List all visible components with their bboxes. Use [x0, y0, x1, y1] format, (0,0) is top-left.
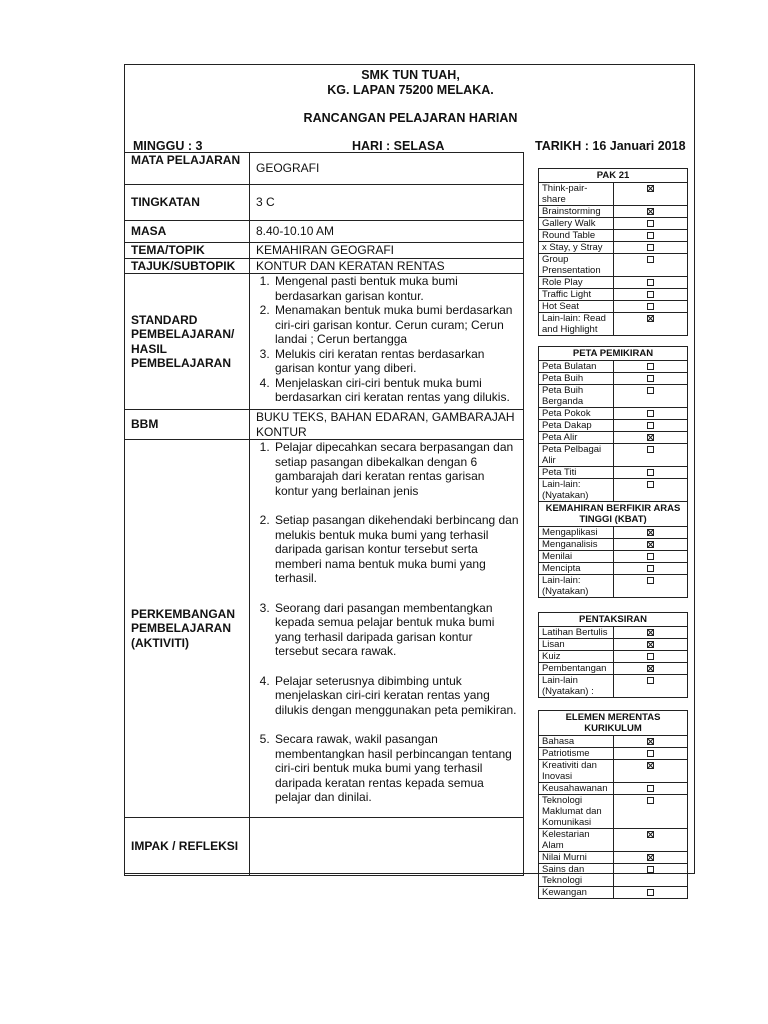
- checkbox-cell: [613, 887, 688, 899]
- checklist-row: [539, 254, 688, 277]
- checklist-row: [539, 467, 688, 479]
- checklist-row: [539, 408, 688, 420]
- checklist-row: [539, 313, 688, 336]
- checkbox-cell: [613, 760, 688, 783]
- objective-item: 2. Menamakan bentuk muka bumi berdasarkan ciri-ciri garisan kontur. Cerun curam; Cerun landai ; Cerun bertangga: [273, 303, 519, 347]
- pak21-title: PAK 21: [539, 169, 688, 183]
- activities-list: [256, 440, 519, 805]
- checklist-row: [539, 864, 688, 887]
- checklist-row: [539, 539, 688, 551]
- checklist-label: Traffic Light: [539, 289, 614, 301]
- objective-item: 3. Melukis ciri keratan rentas berdasarkan garisan kontur yang diberi.: [273, 347, 519, 376]
- impact-value[interactable]: [250, 818, 524, 876]
- objective-item: 1. Mengenal pasti bentuk muka bumi berdasarkan garisan kontur.: [273, 274, 519, 303]
- checkbox-cell: [613, 795, 688, 829]
- checklist-label: Peta Buih Berganda: [539, 385, 614, 408]
- checkbox-cell: [613, 829, 688, 852]
- checklist-row: [539, 639, 688, 651]
- checklist-row: [539, 183, 688, 206]
- checked-box-icon[interactable]: [647, 529, 654, 536]
- checklist-row: [539, 783, 688, 795]
- checklist-label: Peta Alir: [539, 432, 614, 444]
- checklist-label: Kewangan: [539, 887, 614, 899]
- checkbox-icon[interactable]: [647, 750, 654, 757]
- checklist-label: Latihan Bertulis: [539, 627, 614, 639]
- checklist-row: [539, 289, 688, 301]
- checklist-row: [539, 361, 688, 373]
- checkbox-cell: [613, 551, 688, 563]
- checked-box-icon[interactable]: [647, 208, 654, 215]
- activity-item: 2. Setiap pasangan dikehendaki berbincang dan melukis bentuk muka bumi yang terhasil daripada garisan kontur tersebut serta memberi nama bentuk muka bumi yang terhasil.: [273, 513, 519, 586]
- checked-box-icon[interactable]: [647, 541, 654, 548]
- checklist-row: [539, 551, 688, 563]
- checklist-label: Lain-lain: Read and Highlight: [539, 313, 614, 336]
- checklist-row: [539, 563, 688, 575]
- checkbox-icon[interactable]: [647, 232, 654, 239]
- checklist-label: Kuiz: [539, 651, 614, 663]
- checklist-label: Peta Pelbagai Alir: [539, 444, 614, 467]
- subtopic-value: KONTUR DAN KERATAN RENTAS: [250, 258, 524, 274]
- checklist-row: [539, 206, 688, 218]
- checklist-row: [539, 385, 688, 408]
- checkbox-icon[interactable]: [647, 866, 654, 873]
- activity-item: 4. Pelajar seterusnya dibimbing untuk menjelaskan ciri-ciri keratan rentas yang dilukis dengan menggunakan peta pemikiran.: [273, 674, 519, 718]
- checklist-label: Pembentangan: [539, 663, 614, 675]
- checkbox-icon[interactable]: [647, 446, 654, 453]
- checkbox-cell: [613, 651, 688, 663]
- checked-box-icon[interactable]: [647, 738, 654, 745]
- checkbox-icon[interactable]: [647, 653, 654, 660]
- checklist-label: Patriotisme: [539, 748, 614, 760]
- checkbox-icon[interactable]: [647, 244, 654, 251]
- checkbox-icon[interactable]: [647, 469, 654, 476]
- checkbox-cell: [613, 479, 688, 502]
- checkbox-cell: [613, 527, 688, 539]
- checked-box-icon[interactable]: [647, 434, 654, 441]
- checklist-row: [539, 627, 688, 639]
- checkbox-icon[interactable]: [647, 785, 654, 792]
- checklist-label: Peta Pokok: [539, 408, 614, 420]
- kbat-box: [538, 501, 688, 598]
- date-label: TARIKH : 16 Januari 2018: [535, 139, 686, 153]
- impact-label: IMPAK / REFLEKSI: [125, 818, 250, 876]
- checkbox-cell: [613, 230, 688, 242]
- checkbox-icon[interactable]: [647, 256, 654, 263]
- checkbox-cell: [613, 206, 688, 218]
- checkbox-icon[interactable]: [647, 797, 654, 804]
- checkbox-icon[interactable]: [647, 387, 654, 394]
- checklist-row: [539, 887, 688, 899]
- checklist-label: Kelestarian Alam: [539, 829, 614, 852]
- kbat-title: KEMAHIRAN BERFIKIR ARAS TINGGI (KBAT): [539, 502, 688, 527]
- checklist-label: x Stay, y Stray: [539, 242, 614, 254]
- checklist-label: Peta Buih: [539, 373, 614, 385]
- subtopic-label: TAJUK/SUBTOPIK: [125, 258, 250, 274]
- checkbox-icon[interactable]: [647, 220, 654, 227]
- week-label: MINGGU : 3: [133, 139, 203, 153]
- checkbox-cell: [613, 852, 688, 864]
- checklist-row: [539, 432, 688, 444]
- checklist-label: Group Prensentation: [539, 254, 614, 277]
- checkbox-icon[interactable]: [647, 889, 654, 896]
- checkbox-icon[interactable]: [647, 422, 654, 429]
- checkbox-cell: [613, 242, 688, 254]
- checkbox-cell: [613, 563, 688, 575]
- activity-item: 5. Secara rawak, wakil pasangan membentangkan hasil perbincangan tentang ciri-ciri bentuk muka bumi yang terhasil daripada keratan rentas kepada semua pelajar dan dinilai.: [273, 732, 519, 805]
- thinking-maps-box: [538, 346, 688, 502]
- checkbox-cell: [613, 183, 688, 206]
- objective-item: 4. Menjelaskan ciri-ciri bentuk muka bumi berdasarkan ciri keratan rentas yang dilukis.: [273, 376, 519, 405]
- pak21-box: [538, 168, 688, 336]
- checkbox-cell: [613, 373, 688, 385]
- checkbox-cell: [613, 420, 688, 432]
- checklist-label: Peta Dakap: [539, 420, 614, 432]
- checklist-label: Sains dan Teknologi: [539, 864, 614, 887]
- bbm-value: BUKU TEKS, BAHAN EDARAN, GAMBARAJAH KONTUR: [250, 410, 524, 440]
- checkbox-icon[interactable]: [647, 565, 654, 572]
- checklist-row: [539, 760, 688, 783]
- time-value: 8.40-10.10 AM: [250, 221, 524, 243]
- checkbox-icon[interactable]: [647, 410, 654, 417]
- checklist-label: Gallery Walk: [539, 218, 614, 230]
- checklist-row: [539, 651, 688, 663]
- checkbox-cell: [613, 313, 688, 336]
- checklist-row: [539, 444, 688, 467]
- checklist-row: [539, 663, 688, 675]
- checklist-label: Menilai: [539, 551, 614, 563]
- checklist-label: Brainstorming: [539, 206, 614, 218]
- checklist-row: [539, 277, 688, 289]
- checklist-label: Lisan: [539, 639, 614, 651]
- checklist-row: [539, 479, 688, 502]
- checkbox-cell: [613, 627, 688, 639]
- checklist-label: Round Table: [539, 230, 614, 242]
- checkbox-cell: [613, 277, 688, 289]
- checklist-row: [539, 575, 688, 598]
- checkbox-icon[interactable]: [647, 577, 654, 584]
- checklist-row: [539, 852, 688, 864]
- document-title: RANCANGAN PELAJARAN HARIAN: [303, 111, 518, 125]
- subject-label: MATA PELAJARAN: [125, 153, 250, 185]
- checkbox-cell: [613, 748, 688, 760]
- checkbox-cell: [613, 385, 688, 408]
- checklist-row: [539, 795, 688, 829]
- checklist-row: [539, 527, 688, 539]
- checkbox-icon[interactable]: [647, 677, 654, 684]
- checklist-label: Mencipta: [539, 563, 614, 575]
- checklist-row: [539, 242, 688, 254]
- activity-label: PERKEMBANGAN PEMBELAJARAN (AKTIVITI): [125, 440, 250, 818]
- checkbox-cell: [613, 432, 688, 444]
- checkbox-cell: [613, 301, 688, 313]
- checklist-label: Think-pair-share: [539, 183, 614, 206]
- checklist-label: Hot Seat: [539, 301, 614, 313]
- checklist-row: [539, 420, 688, 432]
- checkbox-cell: [613, 864, 688, 887]
- checklist-label: Kreativiti dan Inovasi: [539, 760, 614, 783]
- checkbox-cell: [613, 783, 688, 795]
- checked-box-icon[interactable]: [647, 762, 654, 769]
- checked-box-icon[interactable]: [647, 665, 654, 672]
- school-name: SMK TUN TUAH,: [361, 68, 460, 82]
- day-label: HARI : SELASA: [352, 139, 445, 153]
- checklist-label: Nilai Murni: [539, 852, 614, 864]
- checklist-label: Keusahawanan: [539, 783, 614, 795]
- checkbox-icon[interactable]: [647, 481, 654, 488]
- checkbox-cell: [613, 639, 688, 651]
- checklist-label: Lain-lain: (Nyatakan): [539, 479, 614, 502]
- activities-cell: [250, 440, 524, 818]
- checklist-row: [539, 301, 688, 313]
- checkbox-cell: [613, 254, 688, 277]
- form-label: TINGKATAN: [125, 185, 250, 221]
- checklist-label: Teknologi Maklumat dan Komunikasi: [539, 795, 614, 829]
- checkbox-icon[interactable]: [647, 363, 654, 370]
- assessment-title: PENTAKSIRAN: [539, 613, 688, 627]
- checklist-label: Menganalisis: [539, 539, 614, 551]
- checkbox-icon[interactable]: [647, 375, 654, 382]
- form-value: 3 C: [250, 185, 524, 221]
- thinking-maps-title: PETA PEMIKIRAN: [539, 347, 688, 361]
- checkbox-icon[interactable]: [647, 303, 654, 310]
- activity-item: 3. Seorang dari pasangan membentangkan kepada semua pelajar bentuk muka bumi yang terhasil daripada garisan kontur tersebut secara rawak.: [273, 601, 519, 659]
- checkbox-icon[interactable]: [647, 279, 654, 286]
- checklist-label: Peta Titi: [539, 467, 614, 479]
- theme-label: TEMA/TOPIK: [125, 243, 250, 259]
- checklist-row: [539, 829, 688, 852]
- checkbox-cell: [613, 361, 688, 373]
- checked-box-icon[interactable]: [647, 854, 654, 861]
- bbm-label: BBM: [125, 410, 250, 440]
- cross-curriculum-box: [538, 710, 688, 899]
- checked-box-icon[interactable]: [647, 315, 654, 322]
- assessment-box: [538, 612, 688, 698]
- checklist-label: Peta Bulatan: [539, 361, 614, 373]
- checklist-row: [539, 373, 688, 385]
- checkbox-cell: [613, 675, 688, 698]
- checklist-label: Mengaplikasi: [539, 527, 614, 539]
- checklist-row: [539, 748, 688, 760]
- checkbox-cell: [613, 408, 688, 420]
- school-address: KG. LAPAN 75200 MELAKA.: [327, 83, 494, 97]
- checklist-row: [539, 736, 688, 748]
- checkbox-cell: [613, 444, 688, 467]
- lesson-details-table: [124, 152, 524, 876]
- checkbox-icon[interactable]: [647, 291, 654, 298]
- checkbox-cell: [613, 575, 688, 598]
- checkbox-cell: [613, 467, 688, 479]
- checklist-row: [539, 675, 688, 698]
- checkbox-cell: [613, 736, 688, 748]
- checklist-row: [539, 218, 688, 230]
- time-label: MASA: [125, 221, 250, 243]
- objectives-list: [256, 274, 519, 405]
- checklist-label: Role Play: [539, 277, 614, 289]
- checkbox-cell: [613, 539, 688, 551]
- checkbox-icon[interactable]: [647, 553, 654, 560]
- checked-box-icon[interactable]: [647, 831, 654, 838]
- checklist-label: Lain-lain (Nyatakan) :: [539, 675, 614, 698]
- checklist-label: Lain-lain: (Nyatakan): [539, 575, 614, 598]
- checkbox-cell: [613, 218, 688, 230]
- cross-curriculum-title: ELEMEN MERENTAS KURIKULUM: [539, 711, 688, 736]
- checkbox-cell: [613, 289, 688, 301]
- checked-box-icon[interactable]: [647, 629, 654, 636]
- checklist-row: [539, 230, 688, 242]
- checked-box-icon[interactable]: [647, 641, 654, 648]
- checklist-label: Bahasa: [539, 736, 614, 748]
- checked-box-icon[interactable]: [647, 185, 654, 192]
- standard-label: STANDARD PEMBELAJARAN/ HASIL PEMBELAJARAN: [125, 274, 250, 410]
- checkbox-cell: [613, 663, 688, 675]
- objectives-cell: [250, 274, 524, 410]
- activity-item: 1. Pelajar dipecahkan secara berpasangan dan setiap pasangan dibekalkan dengan 6 gambarajah dari keratan rentas garisan kontur yang berlainan jenis: [273, 440, 519, 498]
- theme-value: KEMAHIRAN GEOGRAFI: [250, 243, 524, 259]
- subject-value: GEOGRAFI: [250, 153, 524, 185]
